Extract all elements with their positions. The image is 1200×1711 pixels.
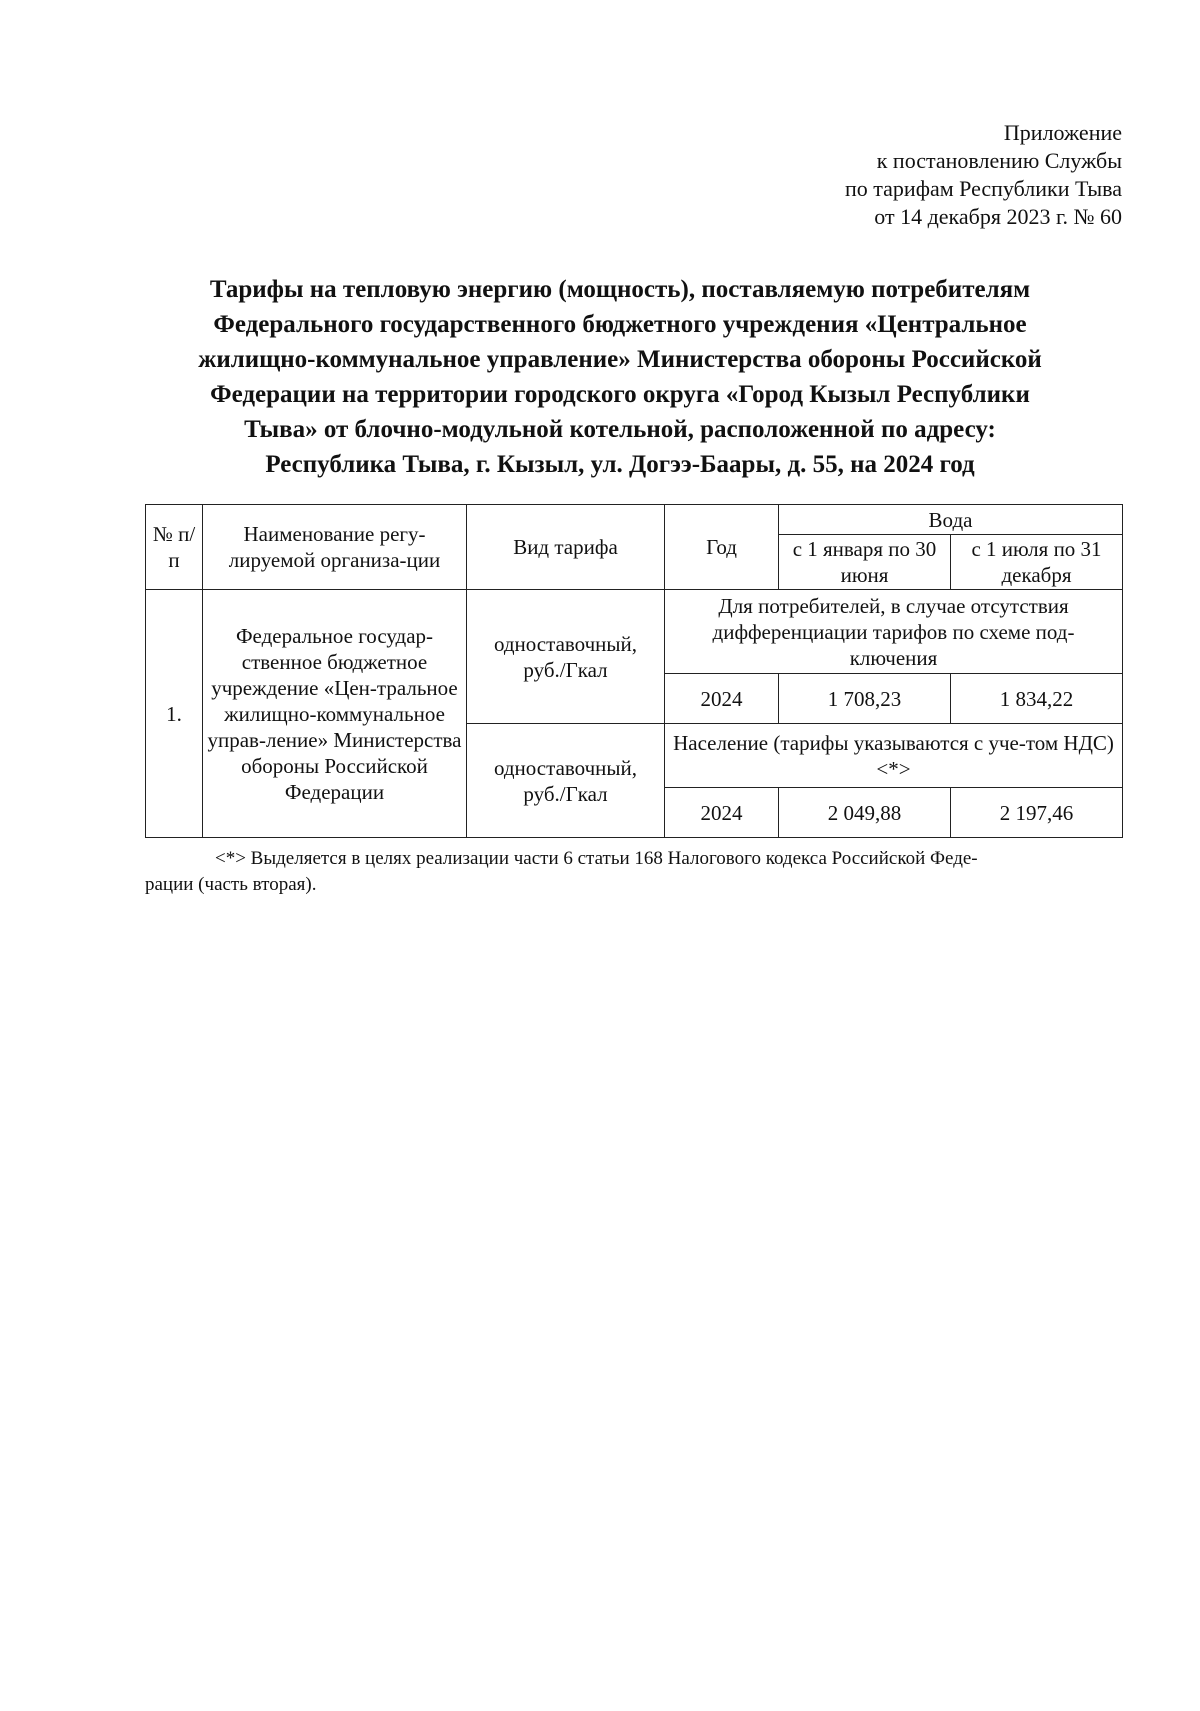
appendix-line: к постановлению Службы (876, 148, 1122, 173)
appendix-line: от 14 декабря 2023 г. № 60 (874, 204, 1122, 229)
header-year: Год (665, 505, 779, 590)
title-line: Тарифы на тепловую энергию (мощность), поставляемую потребителям (209, 276, 1031, 303)
row-value-period-1: 1 708,23 (779, 674, 951, 724)
table-row (146, 590, 1123, 674)
header-period-2: с 1 июля по 31 декабря (951, 535, 1123, 590)
title-line: Тыва» от блочно-модульной котельной, расположенной по адресу: (244, 416, 996, 443)
title-line: жилищно-коммунальное управление» Министерства обороны Российской (198, 346, 1042, 373)
row-tariff-type: одноставочный, руб./Гкал (467, 724, 665, 838)
row-group-caption: Население (тарифы указываются с уче-том НДС) <*> (665, 724, 1123, 788)
row-value-period-2: 2 197,46 (951, 788, 1123, 838)
row-value-period-2: 1 834,22 (951, 674, 1123, 724)
document-title (140, 272, 1100, 482)
row-tariff-type: одноставочный, руб./Гкал (467, 590, 665, 724)
row-year: 2024 (665, 674, 779, 724)
footnote-line: <*> Выделяется в целях реализации части 6 статьи 168 Налогового кодекса Российской Феде- (215, 848, 978, 869)
row-group-caption: Для потребителей, в случае отсутствия дифференциации тарифов по схеме под-ключения (665, 590, 1123, 674)
footnote (145, 846, 1122, 898)
tariff-table (145, 504, 1123, 838)
header-period-1: с 1 января по 30 июня (779, 535, 951, 590)
header-organization: Наименование регу-лируемой организа-ции (203, 505, 467, 590)
header-water-group: Вода (779, 505, 1123, 535)
footnote-line: рации (часть вторая). (145, 874, 317, 895)
row-value-period-1: 2 049,88 (779, 788, 951, 838)
row-year: 2024 (665, 788, 779, 838)
appendix-line: Приложение (1003, 120, 1122, 145)
appendix-reference (845, 119, 1122, 231)
header-number: № п/п (146, 505, 203, 590)
title-line: Республика Тыва, г. Кызыл, ул. Догээ-Баары, д. 55, на 2024 год (265, 451, 975, 478)
title-line: Федерации на территории городского округа «Город Кызыл Республики (210, 381, 1030, 408)
row-number: 1. (146, 590, 203, 838)
appendix-line: по тарифам Республики Тыва (845, 176, 1122, 201)
row-organization: Федеральное государ-ственное бюджетное учреждение «Цен-тральное жилищно-коммунальное управ-ление» Министерства обороны Российской Федерации (203, 590, 467, 838)
header-tariff-type: Вид тарифа (467, 505, 665, 590)
table-header-row (146, 505, 1123, 535)
title-line: Федерального государственного бюджетного учреждения «Центральное (213, 311, 1027, 338)
